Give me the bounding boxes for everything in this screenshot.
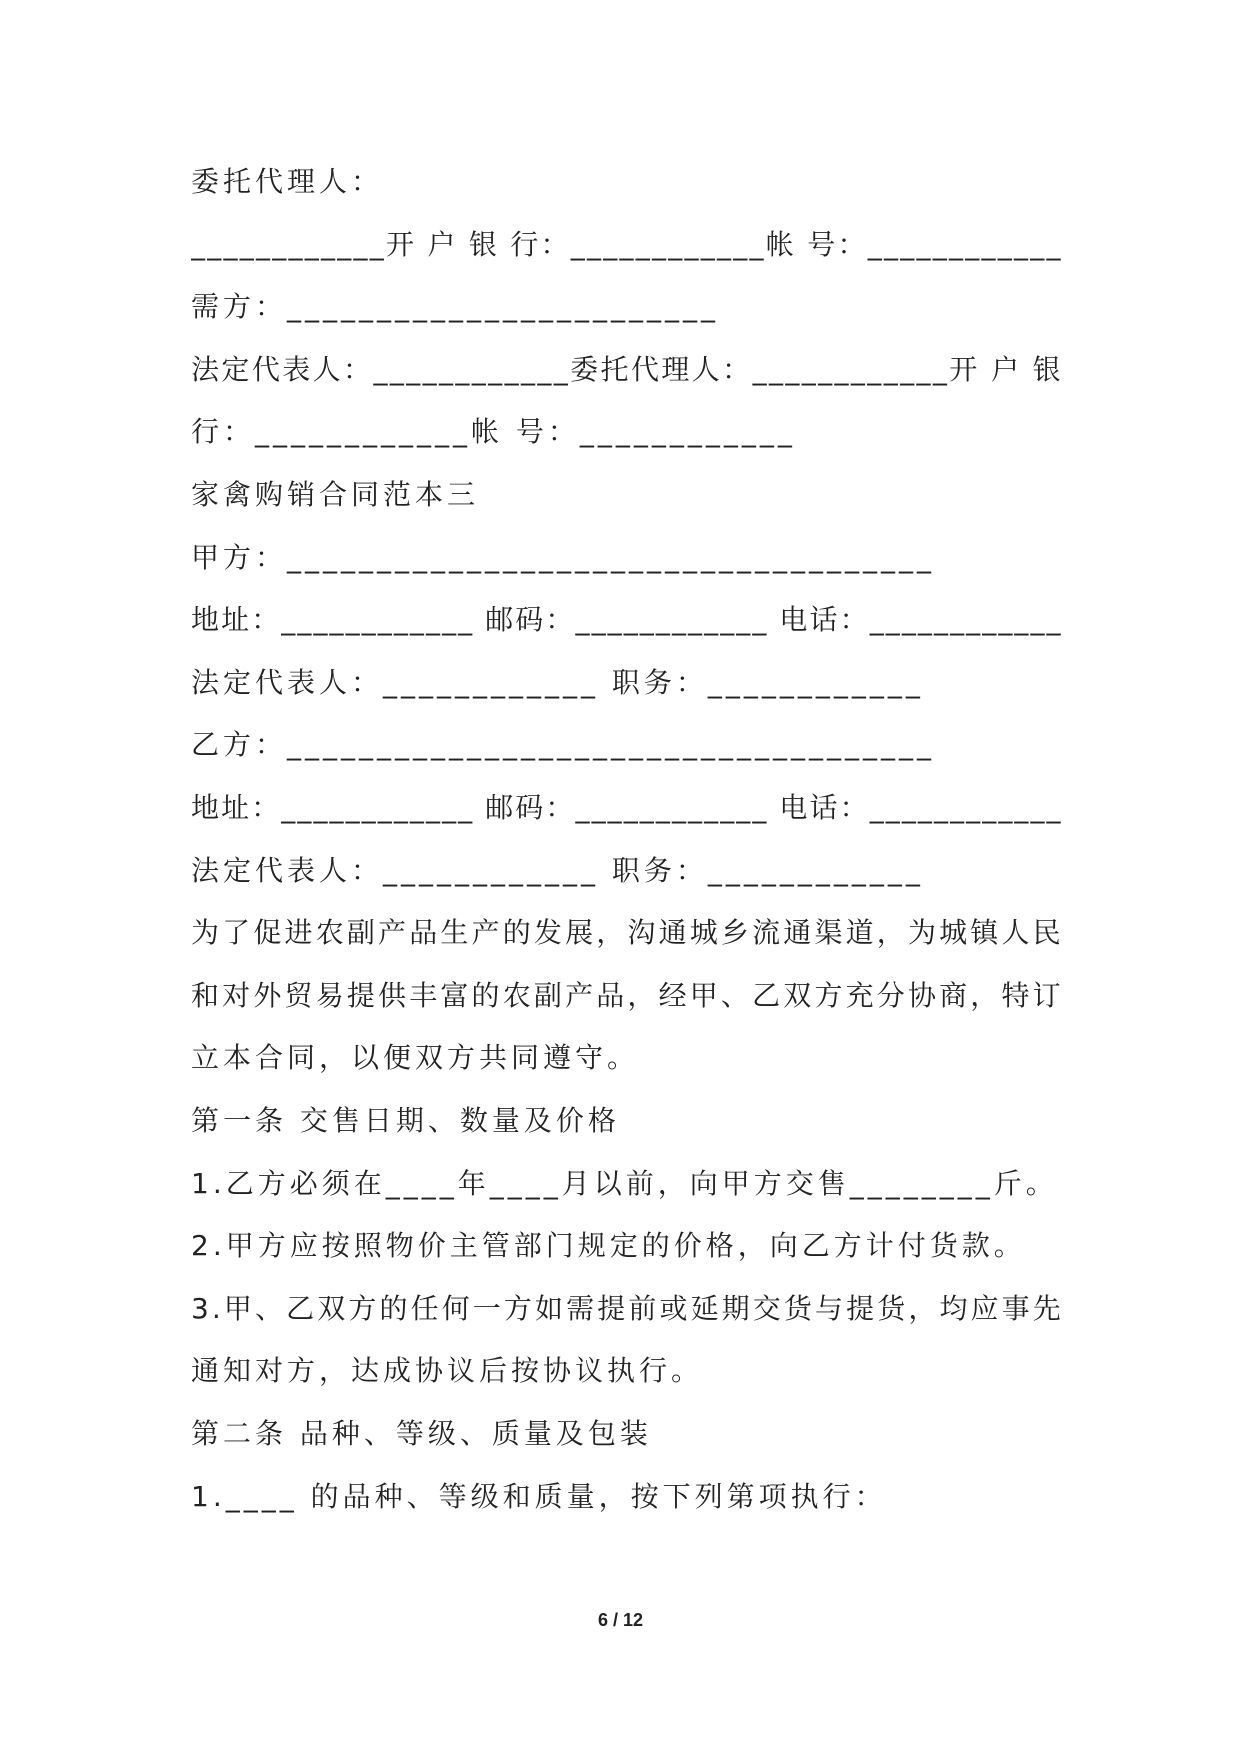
clause-line: 2.甲方应按照物价主管部门规定的价格，向乙方计付货款。: [191, 1229, 1026, 1262]
preamble-line: 为 了 促 进 农 副 产 品 生 产 的 发 展 ， 沟 通 城 乡 流 通 渠 道 ， 为 城 镇 人 民: [191, 916, 1061, 949]
bank-account-line: _ _ _ _ _ _ _ _ _ _ _ _ 开 户 银 行 ： _ _ _ _ _ _ _ _ _ _ _ _ 帐 号 ： _ _ _ _ _ _ _ _ _ _ _ _: [191, 228, 1061, 261]
article-heading: 第二条 品种、等级、质量及包装: [191, 1417, 652, 1450]
preamble-line: 立本合同，以便双方共同遵守。: [191, 1041, 640, 1074]
clause-line: 1.____ 的品种、等级和质量，按下列第项执行：: [191, 1480, 887, 1513]
party-b-representative-line: 法定代表人：____________ 职务：____________: [191, 854, 924, 887]
clause-line: 1.乙方必须在____年____月以前，向甲方交售________斤。: [191, 1167, 1058, 1200]
section-title: 家禽购销合同范本三: [191, 478, 480, 511]
clause-line: 3 . 甲 、 乙 双 方 的 任 何 一 方 如 需 提 前 或 延 期 交 货 与 提 货 ， 均 应 事 先: [191, 1292, 1061, 1325]
article-heading: 第一条 交售日期、数量及价格: [191, 1104, 620, 1137]
page-number: 6 / 12: [597, 1610, 644, 1630]
party-a-line: 甲方：____________________________________: [191, 541, 936, 574]
party-a-address-line: 地 址 ： _ _ _ _ _ _ _ _ _ _ _ _ 邮 码 ： _ _ _ _ _ _ _ _ _ _ _ _ 电 话 ： _ _ _ _ _ _ _ _ _ _ _ _: [191, 603, 1061, 636]
buyer-line: 需方：________________________: [191, 290, 720, 323]
party-a-representative-line: 法定代表人：____________ 职务：____________: [191, 666, 924, 699]
clause-line: 通知对方，达成协议后按协议执行。: [191, 1354, 704, 1387]
preamble-line: 和 对 外 贸 易 提 供 丰 富 的 农 副 产 品 ， 经 甲 、 乙 双 方 充 分 协 商 ， 特 订: [191, 979, 1061, 1012]
party-b-address-line: 地 址 ： _ _ _ _ _ _ _ _ _ _ _ _ 邮 码 ： _ _ _ _ _ _ _ _ _ _ _ _ 电 话 ： _ _ _ _ _ _ _ _ _ _ _ _: [191, 791, 1061, 824]
representative-line: 法 定 代 表 人 ： _ _ _ _ _ _ _ _ _ _ _ _ 委 托 代 理 人 ： _ _ _ _ _ _ _ _ _ _ _ _ 开 户 银: [191, 353, 1061, 386]
bank-account-line-2: 行：____________帐 号：____________: [191, 415, 796, 448]
agent-line: 委托代理人：: [191, 165, 384, 198]
party-b-line: 乙方：____________________________________: [191, 728, 936, 761]
